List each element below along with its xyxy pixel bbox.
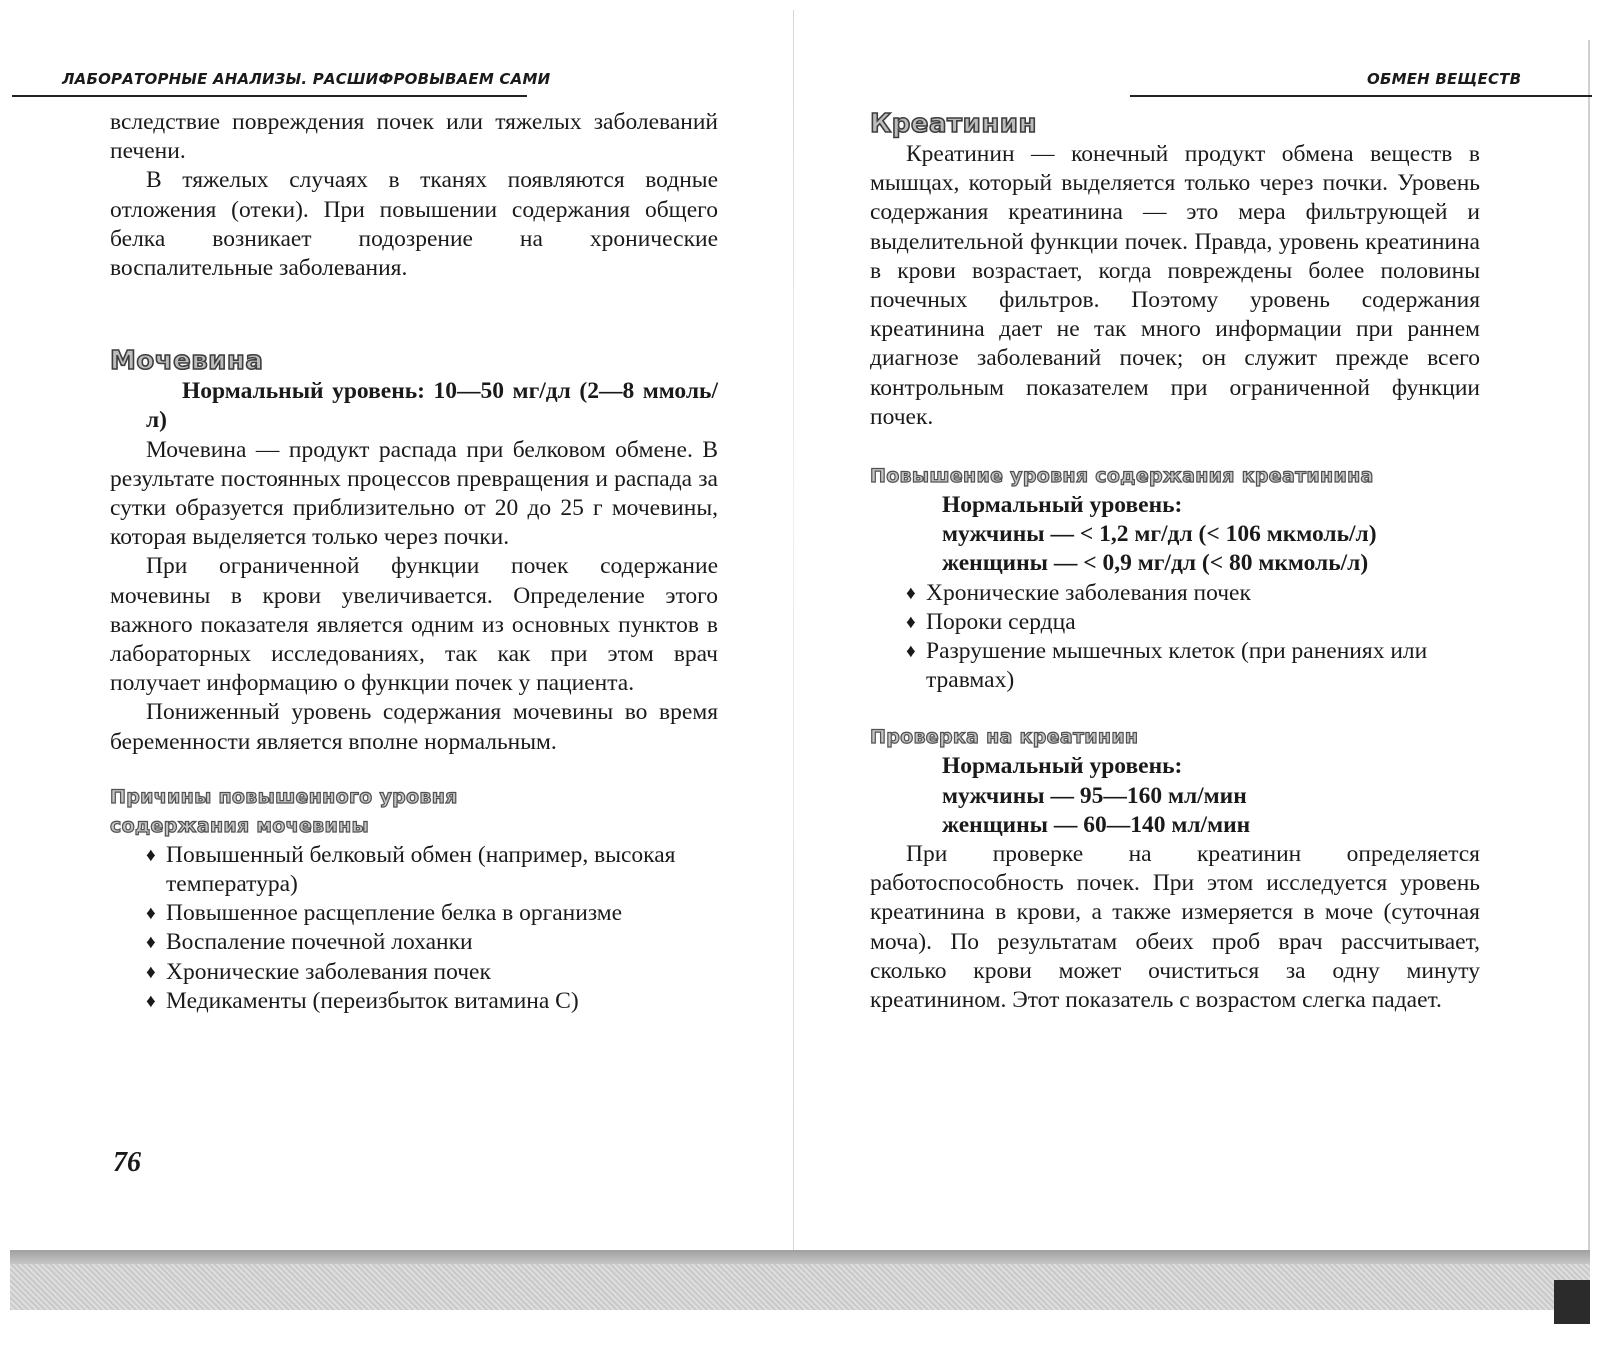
diamond-bullet-icon: ♦ [146, 990, 156, 1012]
left-header-rule [12, 95, 527, 97]
subsection-title-line-2: содержания мочевины [110, 814, 369, 837]
diamond-bullet-icon: ♦ [146, 844, 156, 866]
section-title-urea: Мочевина [110, 346, 264, 377]
list-item: ♦ Хронические заболевания почек [146, 958, 718, 987]
right-running-head: ОБМЕН ВЕЩЕСТВ [1367, 70, 1522, 88]
section-title-creatinine: Креатинин [870, 109, 1037, 139]
diamond-bullet-icon: ♦ [906, 611, 916, 633]
increase-women-value: женщины — < 0,9 мг/дл (< 80 мкмоль/л) [942, 550, 1369, 577]
list-item: ♦ Воспаление почечной лоханки [146, 928, 718, 957]
list-item: ♦ Хронические заболевания почек [906, 579, 1480, 608]
list-item: ♦ Разрушение мышечных клеток (при ранениях или травмах) [906, 638, 1428, 694]
urea-paragraph-2: При ограниченной функции почек содержание мочевины в крови увеличивается. Определение этого важного показателя является одним из основных пунктов в лабораторных исследованиях, так как при этом врач получает информацию о функции почек у пациента. [110, 553, 718, 697]
list-item: ♦ Повышенный белковый обмен (например, высокая температура) [146, 841, 676, 898]
creatinine-test-paragraph: При проверке на креатинин определяется работоспособность почек. При этом исследуется уровень креатинина в крови, а также измеряется в моче (суточная моча). По результатам обеих проб врач рассчитывает, сколько крови может очиститься за одну минуту креатинином. Этот показатель с возрастом слегка падает. [870, 841, 1480, 1014]
diamond-bullet-icon: ♦ [906, 582, 916, 604]
edge-stripe [10, 1250, 1590, 1264]
list-item: ♦ Повышенное расщепление белка в организме [146, 899, 718, 928]
test-normal-label: Нормальный уровень: [942, 753, 1183, 780]
right-page-column [870, 108, 1480, 1015]
right-header-rule [1130, 95, 1592, 97]
intro-paragraph-1: вследствие повреждения почек или тяжелых заболеваний печени. [110, 109, 718, 165]
urea-paragraph-3: Пониженный уровень содержания мочевины во время беременности является вполне нормальным. [110, 699, 718, 755]
subsection-title-urea-causes [110, 783, 718, 841]
urea-normal-level: Нормальный уровень: 10—50 мг/дл (2—8 ммоль/л) [146, 378, 718, 434]
urea-paragraph-1: Мочевина — продукт распада при белковом обмене. В результате постоянных процессов превращения и распада за сутки образуется приблизительно от 20 до 25 г мочевины, которая выделяется только через почки. [110, 436, 718, 551]
increase-normal-label: Нормальный уровень: [942, 492, 1183, 519]
left-page-column [110, 108, 718, 1016]
diamond-bullet-icon: ♦ [906, 641, 916, 663]
diamond-bullet-icon: ♦ [146, 961, 156, 983]
corner-mark [1554, 1280, 1590, 1324]
subsection-title-creatinine-increase: Повышение уровня содержания креатинина [870, 465, 1374, 488]
subsection-title-creatinine-test: Проверка на креатинин [870, 726, 1139, 749]
list-item: ♦ Пороки сердца [906, 608, 1480, 637]
test-women-value: женщины — 60—140 мл/мин [942, 811, 1251, 838]
subsection-title-line-1: Причины повышенного уровня [110, 785, 458, 808]
urea-causes-list [110, 841, 718, 1016]
diamond-bullet-icon: ♦ [146, 932, 156, 954]
test-men-value: мужчины — 95—160 мл/мин [942, 782, 1247, 809]
creatinine-intro-paragraph: Креатинин — конечный продукт обмена веществ в мышцах, который выделяется только через почки. Уровень содержания креатинина — это мера фильтрующей и выделительной функции почек. Правда, уровень креатинина в крови возрастает, когда повреждены более половины почечных фильтров. Поэтому уровень содержания креатинина дает не так много информации при раннем диагнозе заболеваний почек; он служит прежде всего контрольным показателем при ограниченной функции почек. [870, 141, 1480, 430]
page-edge [1588, 40, 1590, 1260]
list-item: ♦ Медикаменты (переизбыток витамина С) [146, 987, 718, 1016]
increase-men-value: мужчины — < 1,2 мг/дл (< 106 мкмоль/л) [942, 521, 1377, 548]
intro-paragraph-2: В тяжелых случаях в тканях появляются водные отложения (отеки). При повышении содержания общего белка возникает подозрение на хронические воспалительные заболевания. [110, 167, 718, 282]
book-bottom-edge [10, 1250, 1590, 1310]
page-gutter [793, 10, 794, 1250]
left-running-head: ЛАБОРАТОРНЫЕ АНАЛИЗЫ. РАСШИФРОВЫВАЕМ САМИ [62, 70, 551, 88]
diamond-bullet-icon: ♦ [146, 903, 156, 925]
page-number: 76 [113, 1147, 141, 1178]
creatinine-increase-causes-list [870, 579, 1480, 696]
